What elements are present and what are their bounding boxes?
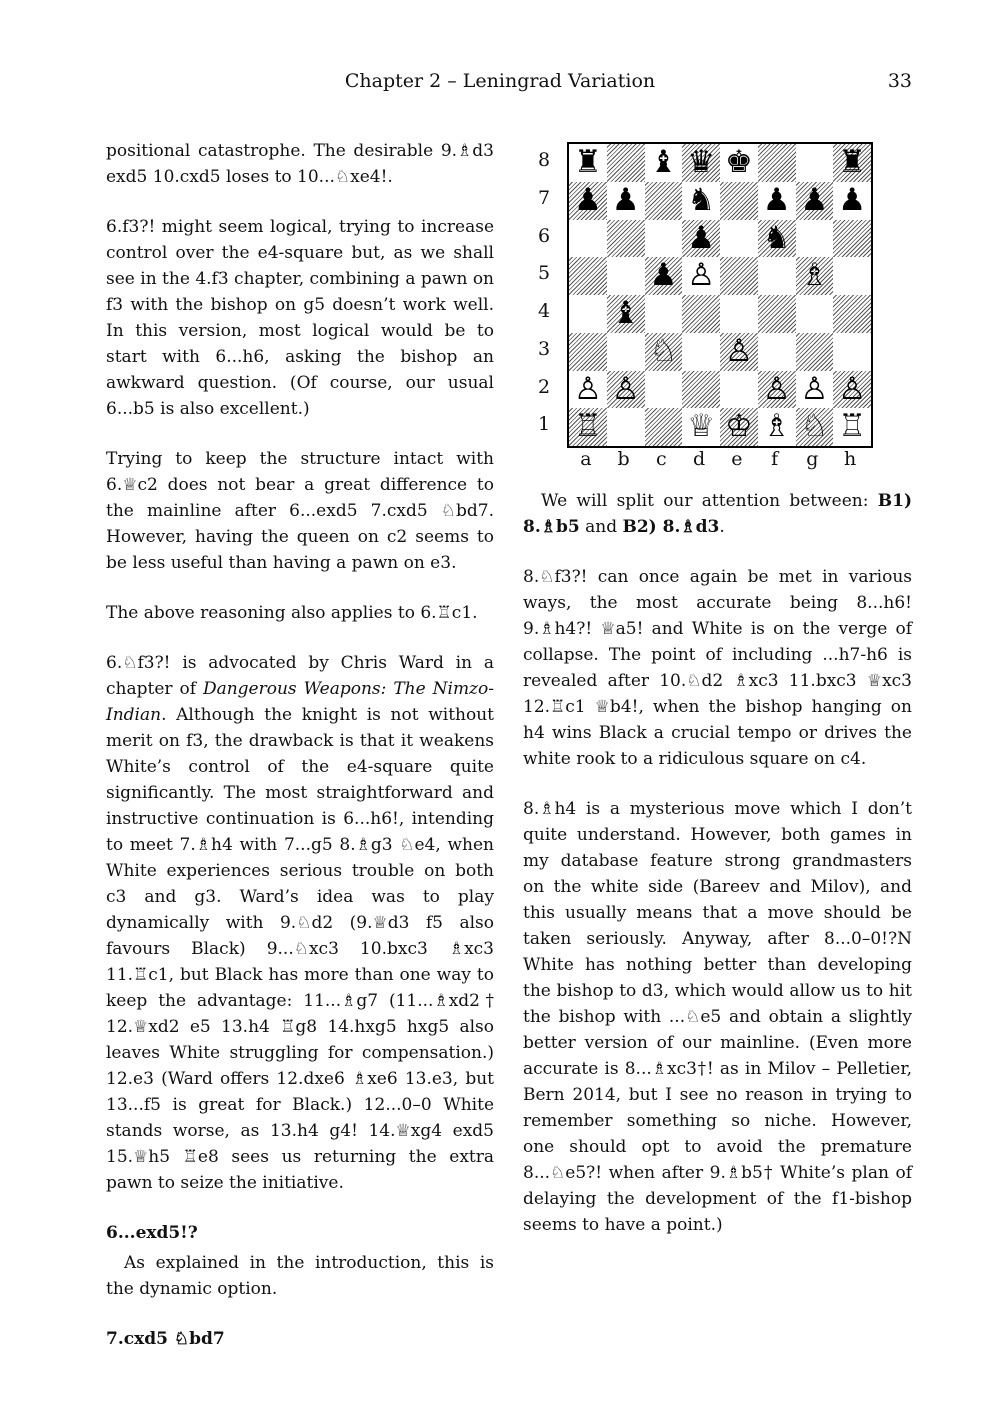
square-g3 — [796, 333, 834, 371]
paragraph: 8.♘f3?! can once again be met in various ways, the most accurate being 8...h6! 9.♗h4?! ♕a5! and White is on the verge of collapse. The point of including ...h7-h6 is revealed after 10.♘d2 ♗xc3 11.bxc3 ♕xc3 12.♖c1 ♕b4!, when the bishop hanging on h4 wins Black a crucial tempo or drives the white rook to a ridiculous square on c4. — [523, 567, 912, 769]
chess-piece-icon: ♕ — [687, 408, 716, 445]
square-d5 — [682, 257, 720, 295]
book-title: Dangerous Weapons: The Nimzo-Indian — [106, 679, 494, 725]
file-label: c — [656, 448, 667, 470]
file-label: g — [806, 448, 819, 470]
square-c4 — [645, 295, 683, 333]
rank-label: 3 — [538, 337, 551, 360]
square-f2 — [758, 371, 796, 409]
chess-piece-icon: ♙ — [573, 370, 602, 407]
square-a7 — [569, 182, 607, 220]
chess-piece-icon: ♖ — [573, 408, 602, 445]
square-h6 — [833, 220, 871, 258]
square-b7 — [607, 182, 645, 220]
square-e5 — [720, 257, 758, 295]
chess-piece-icon: ♟ — [800, 181, 829, 218]
file-label: a — [580, 448, 592, 470]
square-g5 — [796, 257, 834, 295]
square-d4 — [682, 295, 720, 333]
rank-label: 4 — [538, 300, 551, 322]
file-label: f — [771, 448, 779, 470]
chess-board — [567, 142, 873, 448]
square-b2 — [607, 371, 645, 409]
chess-piece-icon: ♟ — [762, 181, 791, 218]
square-d2 — [682, 371, 720, 409]
chess-piece-icon: ♞ — [762, 219, 791, 256]
page-number: 33 — [887, 70, 912, 92]
chess-piece-icon: ♔ — [724, 408, 753, 445]
chess-piece-icon: ♘ — [649, 332, 678, 369]
text-run: . — [719, 517, 725, 537]
move-heading: 7.cxd5 ♘bd7 — [106, 1329, 225, 1349]
file-label: b — [617, 448, 630, 470]
square-h3 — [833, 333, 871, 371]
square-h7 — [833, 182, 871, 220]
square-f1 — [758, 408, 796, 446]
paragraph — [523, 488, 912, 540]
paragraph: positional catastrophe. The desirable 9.♗d3 exd5 10.cxd5 loses to 10...♘xe4!. — [106, 141, 494, 187]
square-g1 — [796, 408, 834, 446]
rank-labels — [538, 142, 560, 444]
square-g4 — [796, 295, 834, 333]
line-b2: B2) 8.♗d3 — [622, 517, 720, 537]
square-f7 — [758, 182, 796, 220]
chess-piece-icon: ♟ — [649, 257, 678, 294]
chess-piece-icon: ♝ — [649, 144, 678, 180]
chess-piece-icon: ♖ — [838, 408, 867, 445]
square-a8 — [569, 144, 607, 182]
square-c6 — [645, 220, 683, 258]
chess-piece-icon: ♙ — [838, 370, 867, 407]
chess-piece-icon: ♟ — [611, 181, 640, 218]
right-column — [523, 488, 912, 1262]
square-f6 — [758, 220, 796, 258]
square-c3 — [645, 333, 683, 371]
chapter-title: Chapter 2 – Leningrad Variation — [344, 70, 656, 92]
paragraph: 8.♗h4 is a mysterious move which I don’t quite understand. However, both games in my database feature strong grandmasters on the white side (Bareev and Milov), and this usually means that a move should be taken seriously. Anyway, after 8...0–0!?N White has nothing better than developing the bishop to d3, which would allow us to hit the bishop with ...♘e5 and obtain a slightly better version of our mainline. (Even more accurate is 8...♗xc3†! as in Milov – Pelletier, Bern 2014, but I see no reason in trying to remember something so niche. However, one should opt to avoid the premature 8...♘e5?! when after 9.♗b5† White’s plan of delaying the development of the f1-bishop seems to have a point.) — [523, 799, 912, 1235]
square-b8 — [607, 144, 645, 182]
square-a6 — [569, 220, 607, 258]
square-e2 — [720, 371, 758, 409]
chess-piece-icon: ♙ — [611, 370, 640, 407]
chess-piece-icon: ♙ — [687, 257, 716, 294]
square-f3 — [758, 333, 796, 371]
square-h1 — [833, 408, 871, 446]
square-g7 — [796, 182, 834, 220]
square-g2 — [796, 371, 834, 409]
file-label: e — [731, 448, 743, 470]
file-label: h — [844, 448, 857, 470]
left-column — [106, 138, 494, 1356]
square-e1 — [720, 408, 758, 446]
square-a1 — [569, 408, 607, 446]
paragraph: Trying to keep the structure intact with 6.♕c2 does not bear a great difference to the mainline after 6...exd5 7.cxd5 ♘bd7. However, having the queen on c2 seems to be less useful than having a pawn on e3. — [106, 449, 494, 573]
paragraph: 6.f3?! might seem logical, trying to increase control over the e4-square but, as we shall see in the 4.f3 chapter, combining a pawn on f3 with the bishop on g5 doesn’t work well. In this version, most logical would be to start with 6...h6, asking the bishop an awkward question. (Of course, our usual 6...b5 is also excellent.) — [106, 217, 494, 419]
square-a3 — [569, 333, 607, 371]
square-f4 — [758, 295, 796, 333]
rank-label: 8 — [538, 149, 551, 171]
square-b4 — [607, 295, 645, 333]
chess-piece-icon: ♚ — [724, 144, 753, 180]
chess-piece-icon: ♙ — [724, 332, 753, 369]
square-c7 — [645, 182, 683, 220]
square-f5 — [758, 257, 796, 295]
square-g8 — [796, 144, 834, 182]
text-run: and — [579, 517, 623, 537]
square-d1 — [682, 408, 720, 446]
chess-piece-icon: ♜ — [573, 144, 602, 180]
square-b3 — [607, 333, 645, 371]
chess-piece-icon: ♜ — [838, 144, 867, 180]
rank-label: 7 — [538, 186, 551, 209]
square-b5 — [607, 257, 645, 295]
text-run: . Although the knight is not without merit on f3, the drawback is that it weakens White’s control of the e4-square quite significantly. The most straightforward and instructive continuation is 6...h6!, intending to meet 7.♗h4 with 7...g5 8.♗g3 ♘e4, when White experiences serious trouble on both c3 and g3. Ward’s idea was to play dynamically with 9.♘d2 (9.♕d3 f5 also favours Black) 9...♘xc3 10.bxc3 ♗xc3 11.♖c1, but Black has more than one way to keep the advantage: 11...♗g7 (11...♗xd2† 12.♕xd2 e5 13.h4 ♖g8 14.hxg5 hxg5 also leaves White struggling for compensation.) 12.e3 (Ward offers 12.dxe6 ♗xe6 13.e3, but 13...f5 is great for Black.) 12...0–0 White stands worse, as 13.h4 g4! 14.♕xg4 exd5 15.♕h5 ♖e8 sees us returning the extra pawn to seize the initiative. — [106, 705, 494, 1193]
text-run: We will split our attention between: — [541, 491, 878, 511]
paragraph: The above reasoning also applies to 6.♖c1. — [106, 603, 478, 623]
square-h8 — [833, 144, 871, 182]
square-b1 — [607, 408, 645, 446]
square-a5 — [569, 257, 607, 295]
chess-piece-icon: ♞ — [687, 181, 716, 218]
square-h4 — [833, 295, 871, 333]
square-d6 — [682, 220, 720, 258]
square-f8 — [758, 144, 796, 182]
square-a4 — [569, 295, 607, 333]
chess-piece-icon: ♝ — [611, 295, 640, 331]
chess-piece-icon: ♗ — [800, 257, 829, 294]
paragraph — [106, 650, 494, 1196]
file-labels — [567, 448, 869, 470]
chess-piece-icon: ♘ — [800, 408, 829, 445]
line-b1: B1) 8.♗b5 — [523, 491, 912, 537]
square-e7 — [720, 182, 758, 220]
square-e8 — [720, 144, 758, 182]
square-e3 — [720, 333, 758, 371]
square-e6 — [720, 220, 758, 258]
chess-piece-icon: ♗ — [762, 408, 791, 445]
text-run: 6.♘f3?! is advocated by Chris Ward in a chapter of — [106, 653, 494, 699]
square-e4 — [720, 295, 758, 333]
chess-piece-icon: ♛ — [687, 144, 716, 180]
paragraph: As explained in the introduction, this is the dynamic option. — [106, 1253, 494, 1299]
square-c8 — [645, 144, 683, 182]
square-h2 — [833, 371, 871, 409]
chess-piece-icon: ♙ — [800, 370, 829, 407]
square-a2 — [569, 371, 607, 409]
file-label: d — [693, 448, 706, 470]
rank-label: 1 — [538, 413, 551, 436]
chess-piece-icon: ♙ — [762, 370, 791, 407]
chess-piece-icon: ♟ — [838, 181, 867, 218]
chess-piece-icon: ♟ — [687, 219, 716, 256]
rank-label: 5 — [538, 262, 551, 285]
rank-label: 2 — [538, 375, 551, 398]
rank-label: 6 — [538, 224, 551, 247]
square-d7 — [682, 182, 720, 220]
square-b6 — [607, 220, 645, 258]
square-c2 — [645, 371, 683, 409]
chess-piece-icon: ♟ — [573, 181, 602, 218]
move-heading: 6...exd5!? — [106, 1223, 198, 1243]
square-h5 — [833, 257, 871, 295]
square-c1 — [645, 408, 683, 446]
square-c5 — [645, 257, 683, 295]
square-d3 — [682, 333, 720, 371]
square-g6 — [796, 220, 834, 258]
square-d8 — [682, 144, 720, 182]
page-header — [0, 70, 1000, 100]
